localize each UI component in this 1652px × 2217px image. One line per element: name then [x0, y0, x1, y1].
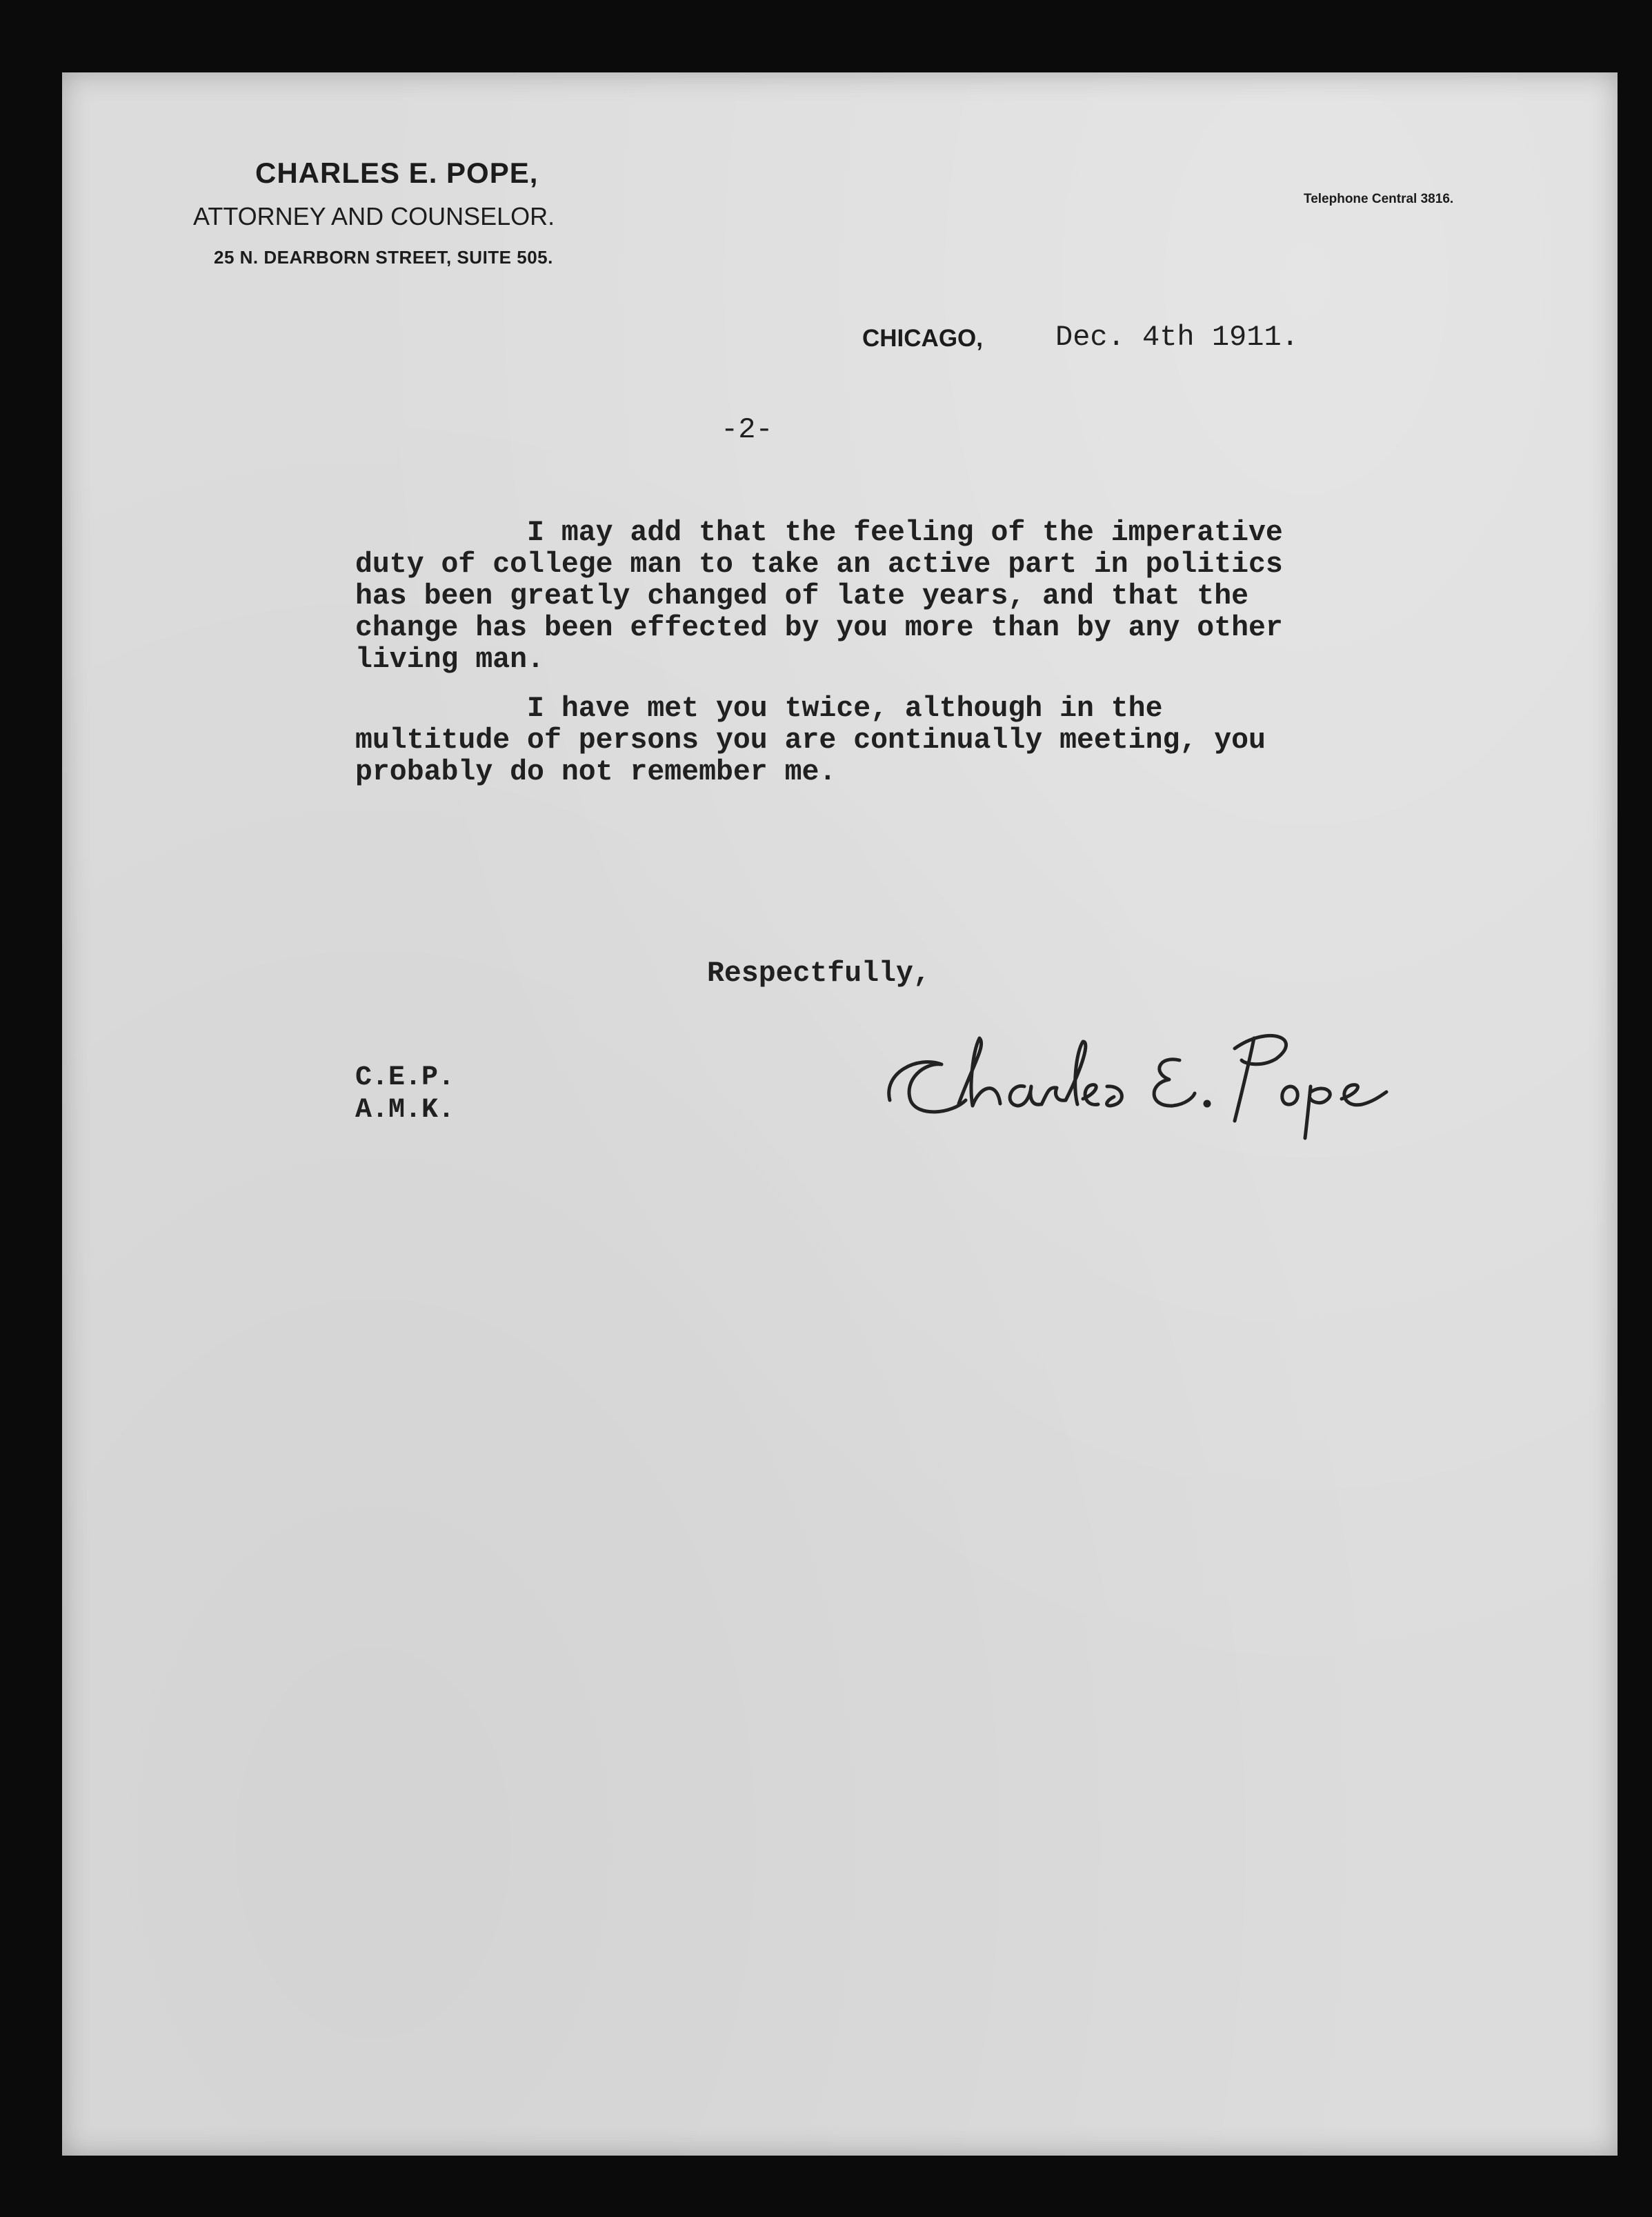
handwritten-signature	[876, 983, 1414, 1149]
page-number: -2-	[721, 413, 773, 446]
letterhead-name: CHARLES E. POPE,	[255, 157, 539, 189]
letterhead-address: 25 N. DEARBORN STREET, SUITE 505.	[214, 247, 553, 268]
closing: Respectfully,	[707, 957, 931, 990]
initials-typist: A.M.K.	[355, 1095, 455, 1126]
body-paragraph-2: I have met you twice, although in the multitude of persons you are continually meeting, you probably do not remember me.	[355, 693, 1266, 788]
dateline-date: Dec. 4th 1911.	[1055, 321, 1299, 354]
dateline-city: CHICAGO,	[862, 325, 983, 352]
letterhead-telephone: Telephone Central 3816.	[1304, 192, 1454, 206]
initials-author: C.E.P.	[355, 1062, 455, 1093]
letter-page	[62, 72, 1618, 2156]
body-paragraph-1: I may add that the feeling of the imperative duty of college man to take an active part in politics has been greatly changed of late years, and that the change has been effected by you more than by any other living man.	[355, 517, 1283, 676]
letterhead-title: ATTORNEY AND COUNSELOR.	[193, 202, 555, 230]
